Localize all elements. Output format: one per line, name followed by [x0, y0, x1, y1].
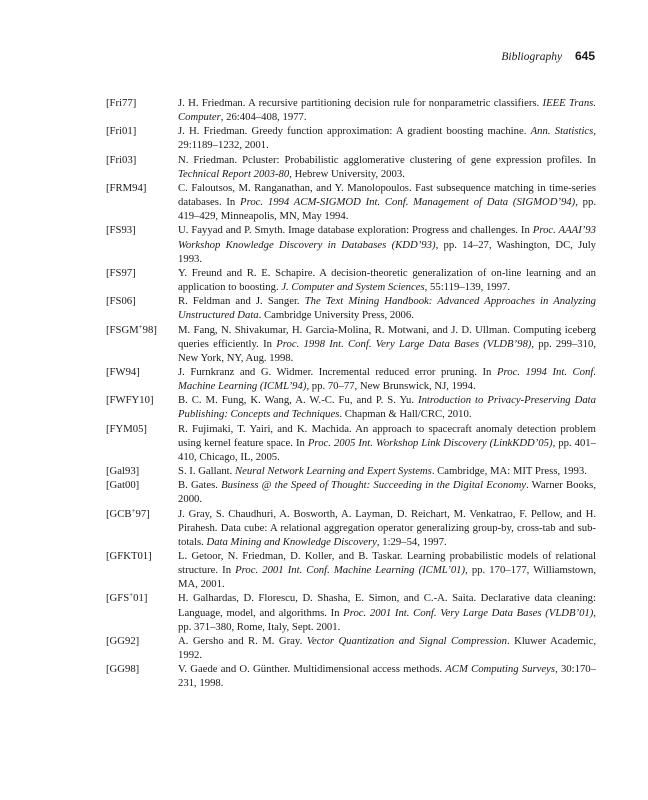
- citation-text: [178, 266, 596, 294]
- citation-key-text: [Gat00]: [106, 479, 140, 492]
- citation-text: [178, 393, 596, 421]
- citation-key-text: [FW94]: [106, 365, 140, 378]
- citation-key-superscript: +: [129, 591, 134, 600]
- citation-venue: IEEE Trans. Computer: [178, 97, 596, 124]
- citation-key-text: [GCB: [106, 507, 132, 520]
- citation-key: [106, 96, 178, 124]
- citation-segment: B. C. M. Fung, K. Wang, A. W.-C. Fu, and P. S. Yu.: [178, 394, 419, 407]
- section-title: Bibliography: [501, 51, 563, 63]
- citation-key: [106, 266, 178, 294]
- citation-key-text: [FRM94]: [106, 181, 147, 194]
- citation-venue: Proc. AAAI’93 Workshop Knowledge Discovery in Databases (KDD’93): [178, 224, 596, 251]
- citation-segment: , pp. 419–429, Minneapolis, MN, May 1994.: [178, 196, 597, 223]
- citation-segment: . Cambridge University Press, 2006.: [258, 309, 414, 322]
- citation-key-tail: 97]: [135, 507, 150, 520]
- citation-text: [178, 507, 596, 549]
- citation-key-text: [Gal93]: [106, 465, 140, 478]
- citation-key: [106, 662, 178, 690]
- citation-segment: , pp. 371–380, Rome, Italy, Sept. 2001.: [178, 606, 596, 633]
- citation-venue: ACM Computing Surveys: [445, 663, 556, 676]
- reference-entry: [106, 223, 596, 265]
- citation-key: [106, 507, 178, 549]
- citation-venue: J. Computer and System Sciences: [281, 281, 425, 294]
- citation-venue: Vector Quantization and Signal Compression: [306, 634, 507, 647]
- page-number: 645: [574, 49, 595, 63]
- citation-segment: , 29:1189–1232, 2001.: [178, 125, 596, 152]
- citation-segment: V. Gaede and O. Günther. Multidimensional access methods.: [178, 663, 446, 676]
- citation-text: [178, 478, 596, 506]
- citation-key: [106, 393, 178, 421]
- citation-segment: , pp. 14–27, Washington, DC, July 1993.: [178, 238, 597, 265]
- citation-key: [106, 478, 178, 506]
- citation-venue: Proc. 2005 Int. Workshop Link Discovery (LinkKDD’05): [307, 436, 553, 449]
- citation-venue: Technical Report 2003-80: [178, 167, 290, 180]
- citation-segment: Y. Freund and R. E. Schapire. A decision-theoretic generalization of on-line learning and an application to boosting.: [178, 266, 596, 294]
- reference-list: [106, 96, 596, 691]
- citation-segment: J. Furnkranz and G. Widmer. Incremental reduced error pruning. In: [178, 365, 497, 378]
- citation-key-text: [GG92]: [106, 634, 140, 647]
- citation-segment: N. Friedman. Pcluster: Probabilistic agglomerative clustering of gene expression profiles. In: [178, 153, 596, 166]
- citation-segment: . Cambridge, MA: MIT Press, 1993.: [431, 465, 587, 478]
- citation-key-text: [FS93]: [106, 224, 136, 237]
- citation-text: [178, 422, 596, 464]
- citation-key: [106, 153, 178, 181]
- citation-venue: Ann. Statistics: [530, 125, 594, 138]
- citation-key-tail: 98]: [142, 323, 157, 336]
- citation-segment: C. Faloutsos, M. Ranganathan, and Y. Manolopoulos. Fast subsequence matching in time-series databases. In: [178, 181, 596, 209]
- citation-key-text: [Fri01]: [106, 125, 137, 138]
- citation-segment: M. Fang, N. Shivakumar, H. Garcia-Molina, R. Motwani, and J. D. Ullman. Computing iceberg queries efficiently. In: [178, 323, 596, 350]
- reference-entry: [106, 266, 596, 294]
- citation-segment: U. Fayyad and P. Smyth. Image database exploration: Progress and challenges. In: [178, 224, 533, 237]
- reference-entry: [106, 124, 596, 152]
- citation-text: [178, 323, 596, 365]
- citation-segment: R. Feldman and J. Sanger.: [178, 295, 305, 308]
- citation-segment: , 1:29–54, 1997.: [376, 535, 447, 548]
- citation-key-text: [FWFY10]: [106, 394, 154, 407]
- citation-key: [106, 223, 178, 265]
- citation-segment: , pp. 401–410, Chicago, IL, 2005.: [178, 436, 596, 463]
- reference-entry: [106, 507, 596, 549]
- citation-key-text: [GFKT01]: [106, 550, 152, 562]
- reference-entry: [106, 634, 596, 662]
- citation-segment: , 26:404–408, 1977.: [220, 111, 307, 124]
- citation-key-tail: 01]: [133, 592, 148, 605]
- reference-entry: [106, 422, 596, 464]
- citation-key-text: [Fri77]: [106, 97, 137, 109]
- citation-venue: Proc. 2001 Int. Conf. Machine Learning (ICML’01): [235, 564, 466, 577]
- citation-key-superscript: +: [131, 506, 136, 515]
- running-header: [501, 49, 595, 63]
- reference-entry: [106, 294, 596, 322]
- citation-key: [106, 294, 178, 322]
- citation-segment: A. Gersho and R. M. Gray.: [178, 634, 307, 647]
- citation-venue: Proc. 1994 Int. Conf. Machine Learning (ICML’94): [178, 365, 596, 393]
- citation-venue: Business @ the Speed of Thought: Succeeding in the Digital Economy: [221, 479, 527, 492]
- citation-segment: , Hebrew University, 2003.: [289, 167, 405, 180]
- citation-text: [178, 223, 596, 265]
- citation-segment: , pp. 299–310, New York, NY, Aug. 1998.: [178, 337, 597, 364]
- reference-entry: [106, 662, 596, 690]
- reference-entry: [106, 464, 596, 478]
- citation-segment: S. I. Gallant.: [178, 465, 235, 478]
- citation-segment: , 30:170–231, 1998.: [178, 663, 596, 690]
- citation-segment: R. Fujimaki, T. Yairi, and K. Machida. An approach to spacecraft anomaly detection problem using kernel feature space. In: [178, 422, 596, 449]
- citation-segment: B. Gates.: [178, 479, 222, 492]
- citation-segment: , pp. 70–77, New Brunswick, NJ, 1994.: [306, 380, 476, 393]
- citation-venue: Neural Network Learning and Expert Systems: [235, 465, 432, 478]
- citation-text: [178, 124, 596, 152]
- citation-key-text: [FS06]: [106, 295, 136, 308]
- reference-entry: [106, 549, 596, 591]
- citation-key: [106, 591, 178, 633]
- citation-segment: . Kluwer Academic, 1992.: [178, 634, 597, 662]
- reference-entry: [106, 478, 596, 506]
- citation-text: [178, 96, 596, 124]
- citation-text: [178, 294, 596, 322]
- citation-segment: . Chapman & Hall/CRC, 2010.: [339, 408, 472, 421]
- citation-key-text: [Fri03]: [106, 153, 137, 166]
- reference-entry: [106, 365, 596, 393]
- citation-segment: , 55:119–139, 1997.: [424, 281, 511, 294]
- reference-entry: [106, 393, 596, 421]
- citation-key: [106, 124, 178, 152]
- reference-entry: [106, 96, 596, 124]
- citation-segment: J. H. Friedman. Greedy function approximation: A gradient boosting machine.: [178, 125, 531, 138]
- citation-segment: J. Gray, S. Chaudhuri, A. Bosworth, A. Layman, D. Reichart, M. Venkatrao, F. Pellow, and H. Pirahesh. Data cube: A relational aggregation operator generalizing group-by, cross-tab and sub-totals.: [178, 507, 596, 548]
- citation-key-text: [FS97]: [106, 266, 136, 279]
- citation-key-text: [GG98]: [106, 663, 140, 676]
- citation-key: [106, 634, 178, 662]
- citation-segment: L. Getoor, N. Friedman, D. Koller, and B. Taskar. Learning probabilistic models of relational structure. In: [178, 550, 596, 577]
- citation-key: [106, 549, 178, 591]
- citation-key-superscript: +: [138, 322, 143, 331]
- citation-text: [178, 634, 596, 662]
- citation-text: [178, 181, 596, 223]
- citation-venue: Proc. 1994 ACM-SIGMOD Int. Conf. Management of Data (SIGMOD’94): [240, 196, 576, 209]
- citation-key: [106, 181, 178, 223]
- reference-entry: [106, 591, 596, 633]
- citation-segment: , pp. 170–177, Williamstown, MA, 2001.: [178, 564, 597, 591]
- citation-text: [178, 153, 596, 181]
- citation-venue: Introduction to Privacy-Preserving Data Publishing: Concepts and Techniques: [178, 394, 596, 421]
- citation-key: [106, 323, 178, 365]
- citation-key-text: [FSGM: [106, 323, 139, 336]
- reference-entry: [106, 181, 596, 223]
- citation-venue: Proc. 1998 Int. Conf. Very Large Data Bases (VLDB’98): [276, 337, 532, 350]
- citation-key: [106, 464, 178, 478]
- citation-key: [106, 365, 178, 393]
- citation-key-text: [GFS: [106, 592, 130, 605]
- citation-segment: . Warner Books, 2000.: [178, 479, 596, 506]
- reference-entry: [106, 323, 596, 365]
- citation-segment: H. Galhardas, D. Florescu, D. Shasha, E. Simon, and C.-A. Saita. Declarative data cleaning: Language, model, and algorithms. In: [178, 592, 596, 619]
- citation-venue: Proc. 2001 Int. Conf. Very Large Data Bases (VLDB’01): [343, 606, 594, 619]
- citation-segment: J. H. Friedman. A recursive partitioning decision rule for nonparametric classifiers.: [178, 97, 543, 109]
- citation-text: [178, 662, 596, 690]
- reference-entry: [106, 153, 596, 181]
- citation-text: [178, 365, 596, 393]
- citation-text: [178, 464, 596, 478]
- citation-text: [178, 591, 596, 633]
- citation-key-text: [FYM05]: [106, 422, 147, 435]
- citation-venue: Data Mining and Knowledge Discovery: [206, 535, 377, 548]
- citation-text: [178, 549, 596, 591]
- citation-venue: The Text Mining Handbook: Advanced Approaches in Analyzing Unstructured Data: [178, 295, 596, 322]
- citation-key: [106, 422, 178, 464]
